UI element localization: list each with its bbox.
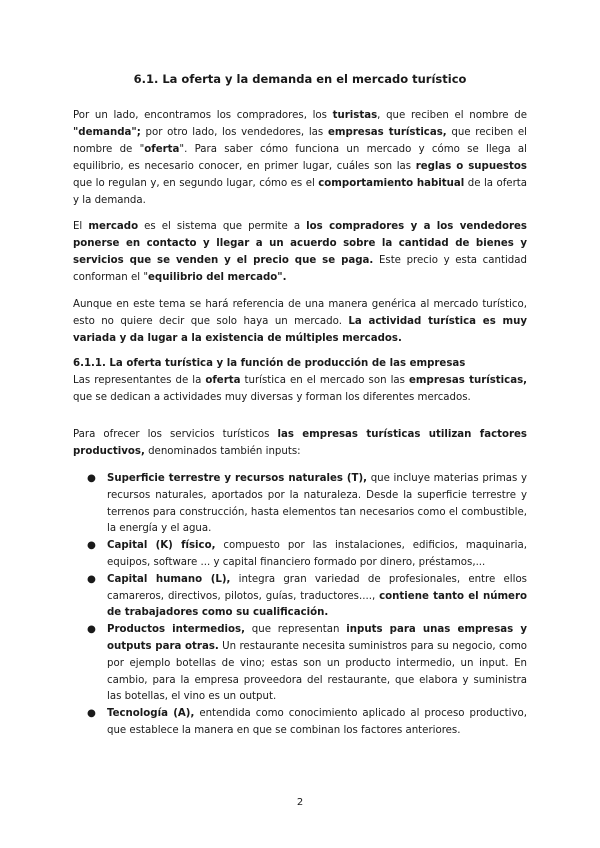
- paragraph-market-definition: El mercado es el sistema que permite a los compradores y a los vendedores ponerse en contacto y llegar a un acuerdo sobre la cantidad de bienes y servicios que se venden y el precio que se paga. Este precio y esta cantidad conforman el "equilibrio del mercado".: [73, 221, 527, 283]
- list-item: ● Superficie terrestre y recursos naturales (T), que incluye materias primas y recursos naturales, aportados por la naturaleza. Desde la superficie terrestre y terrenos para construcción, hasta elementos tan necesarios como el combustible, la energía y el agua.: [87, 473, 527, 535]
- bullet-icon: ●: [87, 540, 96, 552]
- list-item: ● Tecnología (A), entendida como conocimiento aplicado al proceso productivo, que establece la manera en que se combinan los factores anteriores.: [87, 708, 528, 736]
- section-title: 6.1. La oferta y la demanda en el mercado turístico: [133, 72, 467, 86]
- paragraph-inputs-intro: Para ofrecer los servicios turísticos las empresas turísticas utilizan factores productivos, denominados también inputs:: [73, 429, 527, 457]
- subsection-heading: 6.1.1. La oferta turística y la función de producción de las empresas: [73, 358, 466, 369]
- factors-list: [73, 471, 527, 740]
- list-item: ● Productos intermedios, que representan inputs para unas empresas y outputs para otras. Un restaurante necesita suministros para su negocio, como por ejemplo botellas de vino; estas son un producto intermedio, un input. En cambio, para la empresa proveedora del restaurante, que elabora y suministra las botellas, el vino es un output.: [87, 624, 527, 703]
- bullet-icon: ●: [87, 573, 96, 585]
- paragraph-market-participants: Por un lado, encontramos los compradores, los turistas, que reciben el nombre de "demanda"; por otro lado, los vendedores, las empresas turísticas, que reciben el nombre de "oferta". Para saber cómo funciona un mercado y cómo se llega al equilibrio, es necesario conocer, en primer lugar, cuáles son las reglas o supuestos que lo regulan y, en segundo lugar, cómo es el comportamiento habitual de la oferta y la demanda.: [73, 110, 527, 206]
- bullet-icon: ●: [87, 708, 96, 720]
- bullet-icon: ●: [87, 624, 96, 636]
- paragraph-multiple-markets: Aunque en este tema se hará referencia de una manera genérica al mercado turístico, esto no quiere decir que solo haya un mercado. La actividad turística es muy variada y da lugar a la existencia de múltiples mercados.: [73, 299, 528, 344]
- page-number: 2: [296, 797, 304, 808]
- list-item: ● Capital humano (L), integra gran variedad de profesionales, entre ellos camareros, directivos, pilotos, guías, traductores...., contiene tanto el número de trabajadores como su cualificación.: [87, 573, 527, 619]
- list-item: ● Capital (K) físico, compuesto por las instalaciones, edificios, maquinaria, equipos, software ... y capital financiero formado por dinero, préstamos,...: [87, 540, 527, 568]
- bullet-icon: ●: [87, 473, 96, 484]
- subsection-supply: 6.1.1. La oferta turística y la función de producción de las empresas Las representantes de la oferta turística en el mercado son las empresas turísticas, que se dedican a actividades muy diversas y forman los diferentes mercados.: [73, 355, 527, 406]
